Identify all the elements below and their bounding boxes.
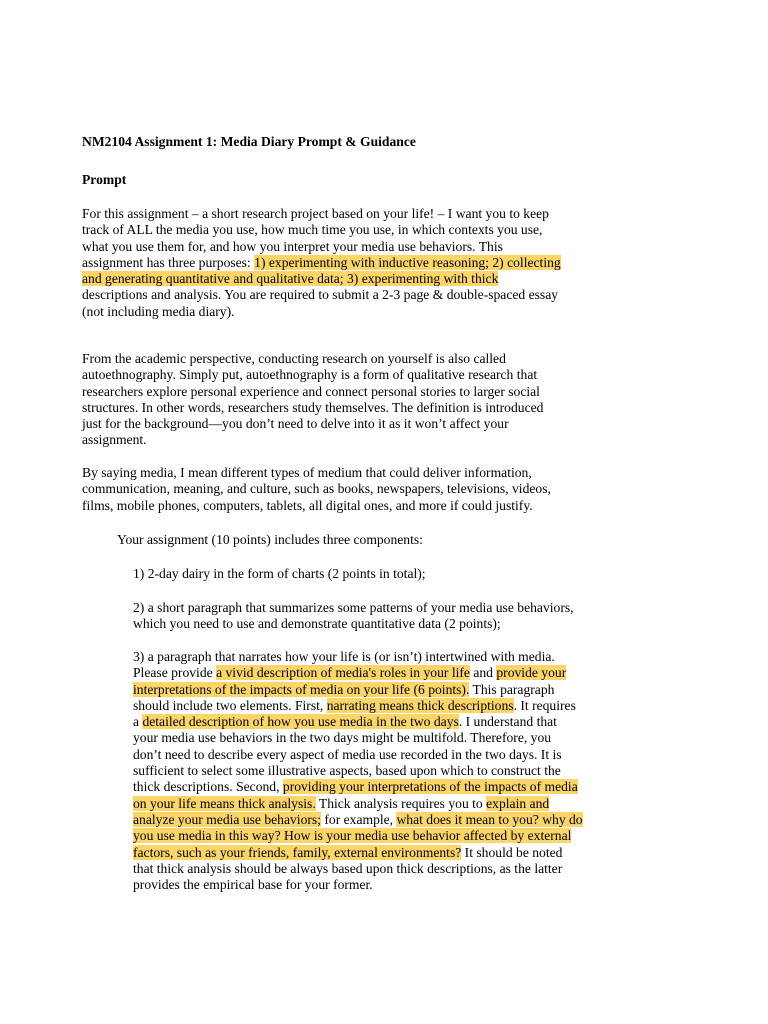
text-line — [133, 861, 583, 877]
text-line — [82, 384, 543, 400]
text-run: This paragraph — [469, 681, 555, 697]
highlighted-text: factors, such as your friends, family, external environments? — [133, 844, 462, 860]
text-line — [133, 682, 583, 698]
text-run: films, mobile phones, computers, tablets, all digital ones, and more if could justify. — [82, 497, 533, 513]
text-line — [82, 416, 543, 432]
text-line — [82, 304, 561, 320]
text-run: should include two elements. First, — [133, 697, 327, 713]
text-line — [82, 255, 561, 271]
text-run: It should be noted — [461, 844, 563, 860]
text-line — [82, 432, 543, 448]
text-run: assignment has three purposes: — [82, 254, 255, 270]
paragraph-autoethnography — [82, 351, 543, 449]
document-title: NM2104 Assignment 1: Media Diary Prompt & Guidance — [82, 134, 416, 149]
text-run: 2) a short paragraph that summarizes some patterns of your media use behaviors, — [133, 600, 574, 615]
text-line — [82, 271, 561, 287]
text-line — [133, 828, 583, 844]
text-run: structures. In other words, researchers study themselves. The definition is introduced — [82, 399, 544, 415]
paragraph-intro — [82, 206, 561, 320]
text-run: don’t need to describe every aspect of media use recorded in the two days. It is — [133, 746, 562, 762]
text-line — [133, 665, 583, 681]
text-run: descriptions and analysis. You are required to submit a 2-3 page & double-spaced essay — [82, 287, 559, 303]
text-line — [82, 481, 551, 497]
highlighted-text: what does it mean to you? why do — [396, 811, 583, 827]
text-run: By saying media, I mean different types of medium that could deliver information, — [82, 465, 532, 480]
text-line — [82, 239, 561, 255]
text-run: . It requires — [513, 697, 576, 713]
highlighted-text: detailed description of how you use media in the two days — [142, 714, 459, 730]
text-run: 3) a paragraph that narrates how your life is (or isn’t) intertwined with media. — [133, 649, 555, 664]
text-run: autoethnography. Simply put, autoethnography is a form of qualitative research that — [82, 367, 538, 383]
text-line — [82, 400, 543, 416]
highlighted-text: analyze your media use behaviors; — [133, 811, 321, 827]
text-run: (not including media diary). — [82, 303, 235, 319]
highlighted-text: on your life means thick analysis. — [133, 795, 316, 811]
text-run: assignment. — [82, 432, 147, 448]
text-line — [133, 796, 583, 812]
text-run: From the academic perspective, conducting research on yourself is also called — [82, 351, 506, 366]
text-line — [82, 498, 551, 514]
text-line — [133, 698, 583, 714]
text-line — [133, 763, 583, 779]
prompt-heading: Prompt — [82, 172, 127, 187]
text-run: 1) 2-day dairy in the form of charts (2 points in total); — [133, 566, 426, 581]
highlighted-text: provide your — [496, 665, 567, 681]
text-run: researchers explore personal experience and connect personal stories to larger social — [82, 383, 540, 399]
text-run: and — [469, 665, 497, 681]
text-line — [133, 845, 583, 861]
highlighted-text: a vivid description of media's roles in your life — [216, 665, 470, 681]
text-run: sufficient to select some illustrative aspects, based upon which to construct the — [133, 763, 561, 779]
highlighted-text: explain and — [486, 795, 550, 811]
highlighted-text: providing your interpretations of the impacts of media — [282, 779, 578, 795]
text-run: thick descriptions. Second, — [133, 779, 283, 795]
highlighted-text: you use media in this way? How is your media use behavior affected by external — [133, 828, 572, 844]
text-line — [82, 465, 551, 481]
text-line — [133, 812, 583, 828]
highlighted-text: interpretations of the impacts of media on your life (6 points). — [133, 681, 470, 697]
text-line — [133, 714, 583, 730]
text-run: your media use behaviors in the two days might be multifold. Therefore, you — [133, 730, 552, 746]
text-line — [133, 600, 574, 616]
list-item-2 — [133, 600, 574, 633]
text-run: Please provide — [133, 665, 217, 681]
text-line — [133, 747, 583, 763]
text-run: . I understand that — [458, 714, 557, 730]
text-line — [133, 616, 574, 632]
paragraph-media-definition — [82, 465, 551, 514]
text-run: for example, — [320, 811, 397, 827]
components-intro: Your assignment (10 points) includes three components: — [117, 532, 423, 547]
highlighted-text: narrating means thick descriptions — [326, 697, 514, 713]
text-run: just for the background—you don’t need to delve into it as it won’t affect your — [82, 416, 509, 432]
text-line — [82, 206, 561, 222]
text-line — [82, 287, 561, 303]
text-line — [133, 779, 583, 795]
text-line — [82, 351, 543, 367]
text-run: track of ALL the media you use, how much time you use, in which contexts you use, — [82, 222, 543, 238]
list-item-1 — [133, 566, 426, 582]
text-line — [133, 730, 583, 746]
text-run: Thick analysis requires you to — [315, 795, 487, 811]
text-line — [82, 222, 561, 238]
highlighted-text: and generating quantitative and qualitative data; 3) experimenting with thick — [82, 271, 499, 287]
text-run: For this assignment – a short research project based on your life! – I want you to keep — [82, 206, 549, 221]
text-line — [133, 566, 426, 582]
list-item-3 — [133, 649, 583, 893]
text-run: which you need to use and demonstrate quantitative data (2 points); — [133, 616, 501, 632]
text-run: a — [133, 714, 143, 730]
text-line — [133, 877, 583, 893]
text-run: communication, meaning, and culture, such as books, newspapers, televisions, videos, — [82, 481, 551, 497]
highlighted-text: 1) experimenting with inductive reasoning; 2) collecting — [254, 254, 561, 270]
text-line — [82, 367, 543, 383]
text-line — [133, 649, 583, 665]
text-run: provides the empirical base for your former. — [133, 877, 373, 893]
text-run: what you use them for, and how you interpret your media use behaviors. This — [82, 238, 503, 254]
text-run: that thick analysis should be always based upon thick descriptions, as the latter — [133, 860, 563, 876]
